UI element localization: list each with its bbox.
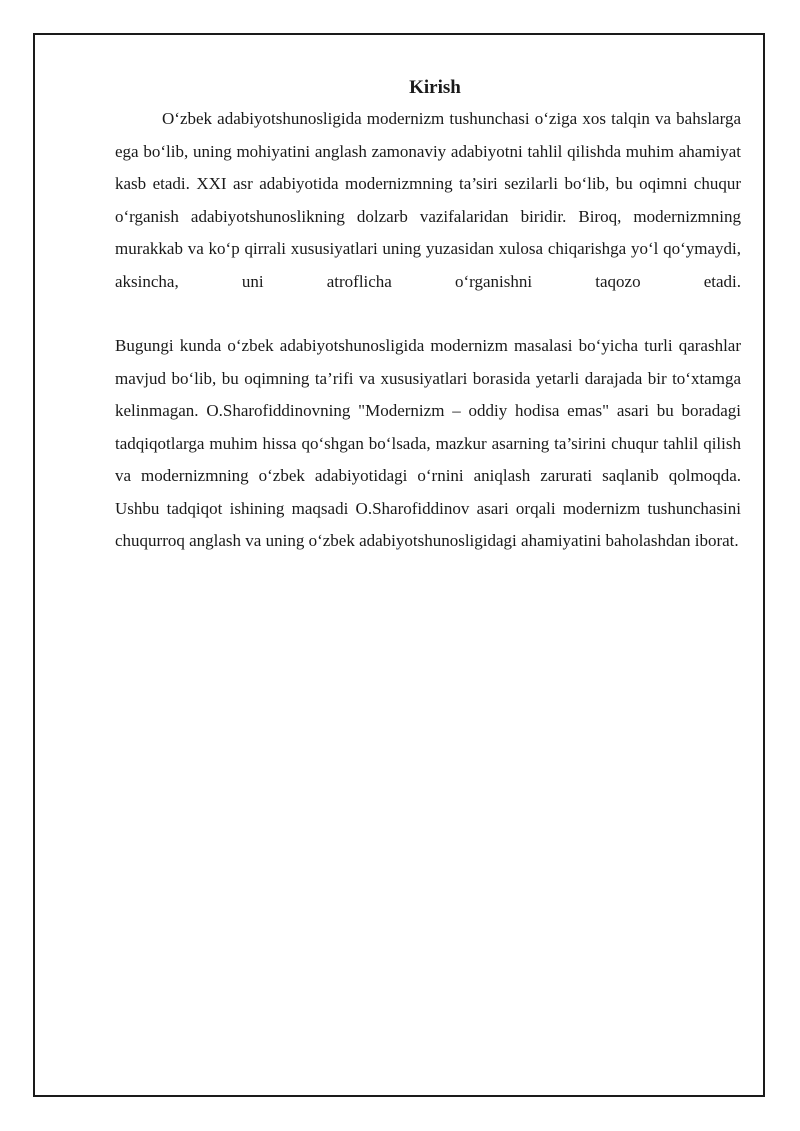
- paragraph-spacer: [115, 298, 741, 330]
- document-title: Kirish: [409, 77, 461, 98]
- intro-paragraph-2: Bugungi kunda o‘zbek adabiyotshunosligida modernizm masalasi bo‘yicha turli qarashlar mavjud bo‘lib, bu oqimning ta’rifi va xususiyatlari borasida yetarli darajada bir to‘xtamga kelinmagan. O.Sharofiddinovning "Modernizm – oddiy hodisa emas" asari bu boradagi tadqiqotlarga muhim hissa qo‘shgan bo‘lsada, mazkur asarning ta’sirini chuqur tahlil qilish va modernizmning o‘zbek adabiyotidagi o‘rnini aniqlash zarurati saqlanib qolmoqda. Ushbu tadqiqot ishining maqsadi O.Sharofiddinov asari orqali modernizm tushunchasini chuqurroq anglash va uning o‘zbek adabiyotshunosligidagi ahamiyatini baholashdan iborat.: [115, 336, 741, 550]
- document-body: [115, 73, 741, 558]
- intro-paragraph-1: O‘zbek adabiyotshunosligida modernizm tushunchasi o‘ziga xos talqin va bahslarga ega bo‘lib, uning mohiyatini anglash zamonaviy adabiyotni tahlil qilishda muhim ahamiyat kasb etadi. XXI asr adabiyotida modernizmning ta’siri sezilarli bo‘lib, bu oqimni chuqur o‘rganish adabiyotshunoslikning dolzarb vazifalaridan biridir. Biroq, modernizmning murakkab va ko‘p qirrali xususiyatlari uning yuzasidan xulosa chiqarishga yo‘l qo‘ymaydi, aksincha, uni atroflicha o‘rganishni taqozo etadi.: [115, 109, 741, 291]
